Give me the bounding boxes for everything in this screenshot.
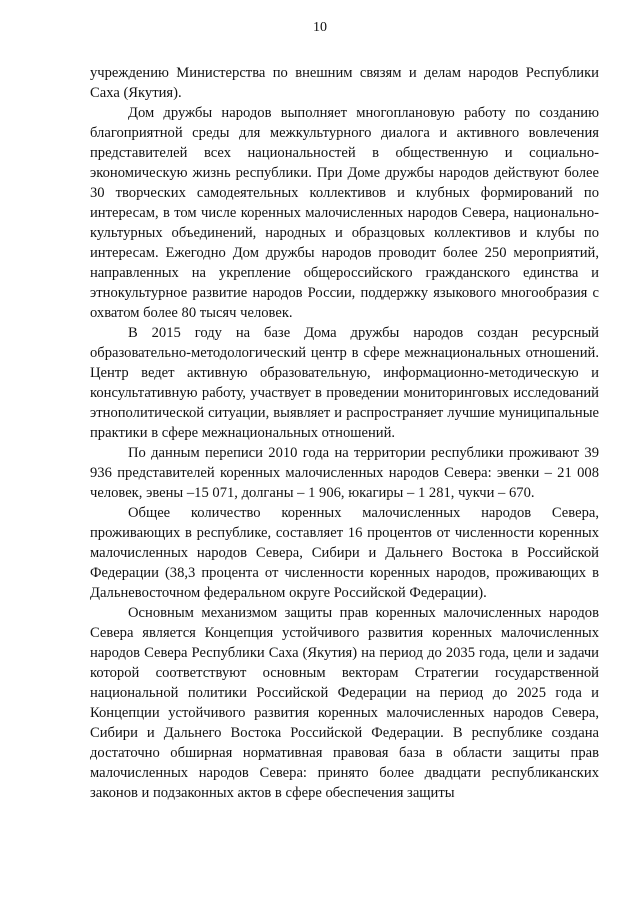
paragraph-census-2010: По данным переписи 2010 года на территории республики проживают 39 936 представителей коренных малочисленных народов Севера: эвенки – 21 008 человек, эвены –15 071, долганы – 1 906, юкагиры – 1 281, чукчи – 670. [90,445,599,501]
paragraph-resource-center: В 2015 году на базе Дома дружбы народов создан ресурсный образовательно-методологический центр в сфере межнациональных отношений. Центр ведет активную образовательную, информационно-методическую и консультативную работу, участвует в проведении мониторинговых исследований этнополитической ситуации, выявляет и распространяет лучшие муниципальные практики в сфере межнациональных отношений. [90,325,599,441]
page-number: 10 [313,20,327,35]
paragraph-rights-protection: Основным механизмом защиты прав коренных малочисленных народов Севера является Концепция устойчивого развития коренных малочисленных народов Севера Республики Саха (Якутия) на период до 2035 года, цели и задачи которой соответствуют основным векторам Стратегии государственной национальной политики Российской Федерации на период до 2025 года и Концепции устойчивого развития коренных малочисленных народов Севера, Сибири и Дальнего Востока Российской Федерации. В республике создана достаточно обширная нормативная правовая база в области защиты прав малочисленных народов Севера: принято более двадцати республиканских законов и подзаконных актов в сфере обеспечения защиты [90,605,599,801]
paragraph-population-share: Общее количество коренных малочисленных народов Севера, проживающих в республике, составляет 16 процентов от численности коренных малочисленных народов Севера, Сибири и Дальнего Востока в Российской Федерации (38,3 процента от численности коренных народов, проживающих в Дальневосточном федеральном округе Российской Федерации). [90,505,599,601]
body-text [90,63,599,803]
paragraph-house-of-friendship: Дом дружбы народов выполняет многоплановую работу по созданию благоприятной среды для межкультурного диалога и активного вовлечения представителей всех национальностей в общественную и социально-экономическую жизнь республики. При Доме дружбы народов действуют более 30 творческих самодеятельных коллективов и клубных формирований по интересам, в том числе коренных малочисленных народов Севера, национально-культурных объединений, народных и образцовых коллективов и клубы по интересам. Ежегодно Дом дружбы народов проводит более 250 мероприятий, направленных на укрепление общероссийского гражданского единства и этнокультурное развитие народов России, поддержку языкового многообразия с охватом более 80 тысяч человек. [90,105,599,321]
paragraph-continuation: учреждению Министерства по внешним связям и делам народов Республики Саха (Якутия). [90,65,599,101]
